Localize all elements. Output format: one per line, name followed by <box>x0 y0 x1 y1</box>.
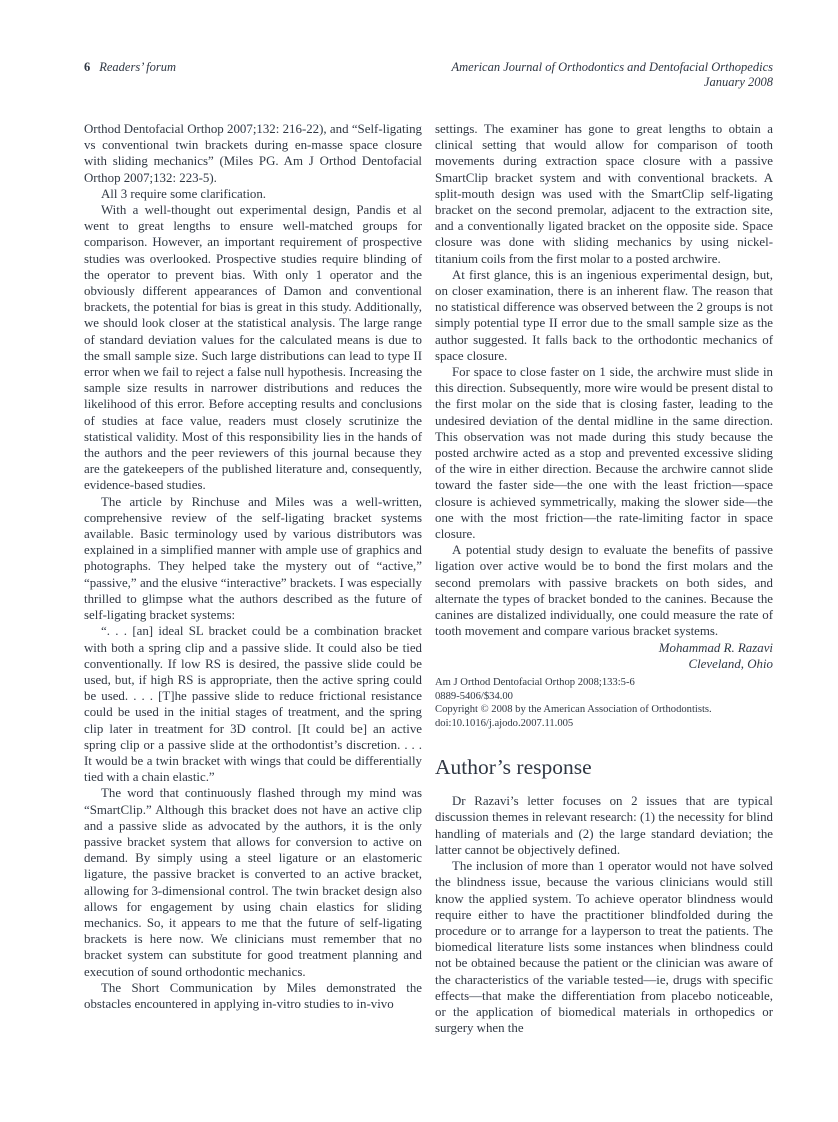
quote-paragraph: “. . . [an] ideal SL bracket could be a combination bracket with both a spring clip and a passive slide. It could also be tied conventionally. If low RS is desired, the passive slide could be used, but, if high RS is appropriate, then the active spring could be used. . . . [T]he passive slide to reduce frictional resistance could be used in the initial stages of treatment, and the spring clip later in treatment for 3D control. [It could be] an active spring clip or a passive slide at the orthodontist’s discretion. . . . It would be a twin bracket with wings that could be differentially tied with a chain elastic.” <box>84 624 422 785</box>
paragraph: Orthod Dentofacial Orthop 2007;132: 216-22), and “Self-ligating vs conventional twin brackets during en-masse space closure with sliding mechanics” (Miles PG. Am J Orthod Dentofacial Orthop 2007;132: 223-5). <box>84 122 422 185</box>
signature-block <box>435 640 773 672</box>
response-heading: Author’s response <box>435 755 592 780</box>
paragraph: At first glance, this is an ingenious experimental design, but, on closer examination, there is an inherent flaw. The reason that no statistical difference was observed between the 2 groups is not simply potential type II error due to the small sample size as the author suggested. It falls back to the orthodontic mechanics of space closure. <box>435 267 773 363</box>
paragraph: A potential study design to evaluate the benefits of passive ligation over active would be to bond the first molars and the second premolars with passive brackets on both sides, and alternate the types of bracket bonded to the canines. Because the canines are distalized individually, one could measure the rate of tooth movement and compare various bracket systems. <box>435 543 773 639</box>
section-title: Readers’ forum <box>99 60 176 74</box>
paragraph: The Short Communication by Miles demonstrated the obstacles encountered in applying in-vitro studies to in-vivo <box>84 980 422 1011</box>
journal-title: American Journal of Orthodontics and Dentofacial Orthopedics <box>451 60 773 74</box>
signature-location: Cleveland, Ohio <box>688 656 773 671</box>
right-column <box>435 121 773 1036</box>
page-number: 6 <box>84 60 91 74</box>
citation-copyright: Copyright © 2008 by the American Association of Orthodontists. <box>435 704 712 716</box>
paragraph: Dr Razavi’s letter focuses on 2 issues that are typical discussion themes in relevant research: (1) the necessity for blind handling of materials and (2) the large standard deviation; the latter cannot be objectively defined. <box>435 794 773 857</box>
paragraph: With a well-thought out experimental design, Pandis et al went to great lengths to ensure well-matched groups for comparison. However, an important requirement of prospective studies was overlooked. Prospective studies require blinding of the operator to prevent bias. With only 1 operator and the obviously different appearances of Damon and conventional brackets, the potential for bias is great in this study. Additionally, we should look closer at the statistical analysis. The large range of standard deviation values for the calculated means is due to the small sample size. Such large distributions can lead to type II error when we fail to reject a false null hypothesis. Increasing the sample size results in narrower distributions and reduces the likelihood of this error. Before accepting results and conclusions of studies at face value, readers must closely scrutinize the statistical validity. Most of this responsibility lies in the hands of the authors and the peer reviewers of this journal because they are the gatekeepers of the published literature and, consequently, evidence-based studies. <box>84 203 422 493</box>
paragraph: For space to close faster on 1 side, the archwire must slide in this direction. Subsequently, more wire would be present distal to the first molar on the side that is closing faster, leading to the undesired deviation of the dental midline in the same direction. This observation was not made during this study because the posted archwire acted as a stop and prevented excessive sliding of the wire in either direction. Because the archwire cannot slide toward the faster side—the one with the least friction—space closure is achieved symmetrically, making the slower side—the one with the most friction—the rate-limiting factor in space closure. <box>435 365 773 542</box>
paragraph: settings. The examiner has gone to great lengths to obtain a clinical setting that would allow for comparison of tooth movements during extraction space closure with a passive SmartClip bracket system and with conventional brackets. A split-mouth design was used with the SmartClip self-ligating bracket on the second premolar, adjacent to the extraction site, and a conventionally ligated bracket on the opposite side. Space closure was done with sliding mechanics by using nickel-titanium coils from the first molar to a posted archwire. <box>435 122 773 266</box>
signature-author: Mohammad R. Razavi <box>658 640 773 655</box>
left-column <box>84 121 422 1036</box>
two-column-body <box>84 121 773 1036</box>
citation-block <box>435 676 773 730</box>
issue-date: January 2008 <box>703 75 773 89</box>
citation-reference: Am J Orthod Dentofacial Orthop 2008;133:5-6 <box>435 676 635 688</box>
running-head-right <box>452 60 774 90</box>
running-head-left <box>84 60 176 75</box>
paragraph: The word that continuously flashed through my mind was “SmartClip.” Although this bracket does not have an active clip and a passive slide as advocated by the authors, it is the only passive bracket system that allows for conversion to active on demand. By simply using a steel ligature or an elastomeric ligature, the passive bracket is converted to an active bracket, allowing for 3-dimensional control. The twin bracket design also allows for engagement by using chain elastics for sliding mechanics. So, it appears to me that the future of self-ligating brackets is here now. We clinicians must remember that no bracket system can substitute for good treatment planning and execution of sound orthodontic mechanics. <box>84 786 422 979</box>
paragraph: The article by Rinchuse and Miles was a well-written, comprehensive review of the self-ligating bracket systems available. Basic terminology used by various distributors was explained in a simplified manner with ample use of graphics and photographs. They helped take the mystery out of “active,” “passive,” and the elusive “interactive” brackets. I was especially thrilled to glimpse what the authors described as the future of self-ligating bracket systems: <box>84 494 422 623</box>
page-header <box>84 60 773 90</box>
paragraph: The inclusion of more than 1 operator would not have solved the blindness issue, because the various clinicians would still know the applied system. To achieve operator blindness would require either to have the practitioner blindfolded during the procedure or to arrange for a layperson to treat the patients. The biomedical literature lists some instances when blindness could not be obtained because the patient or the clinician was aware of the characteristics of the variable tested—ie, drugs with specific effects—that make the differentiation from placebo noticeable, or the application of biomedical materials in orthopedics or surgery when the <box>435 859 773 1036</box>
citation-doi: doi:10.1016/j.ajodo.2007.11.005 <box>435 717 574 729</box>
citation-issn-price: 0889-5406/$34.00 <box>435 690 513 702</box>
paragraph: All 3 require some clarification. <box>101 186 267 201</box>
